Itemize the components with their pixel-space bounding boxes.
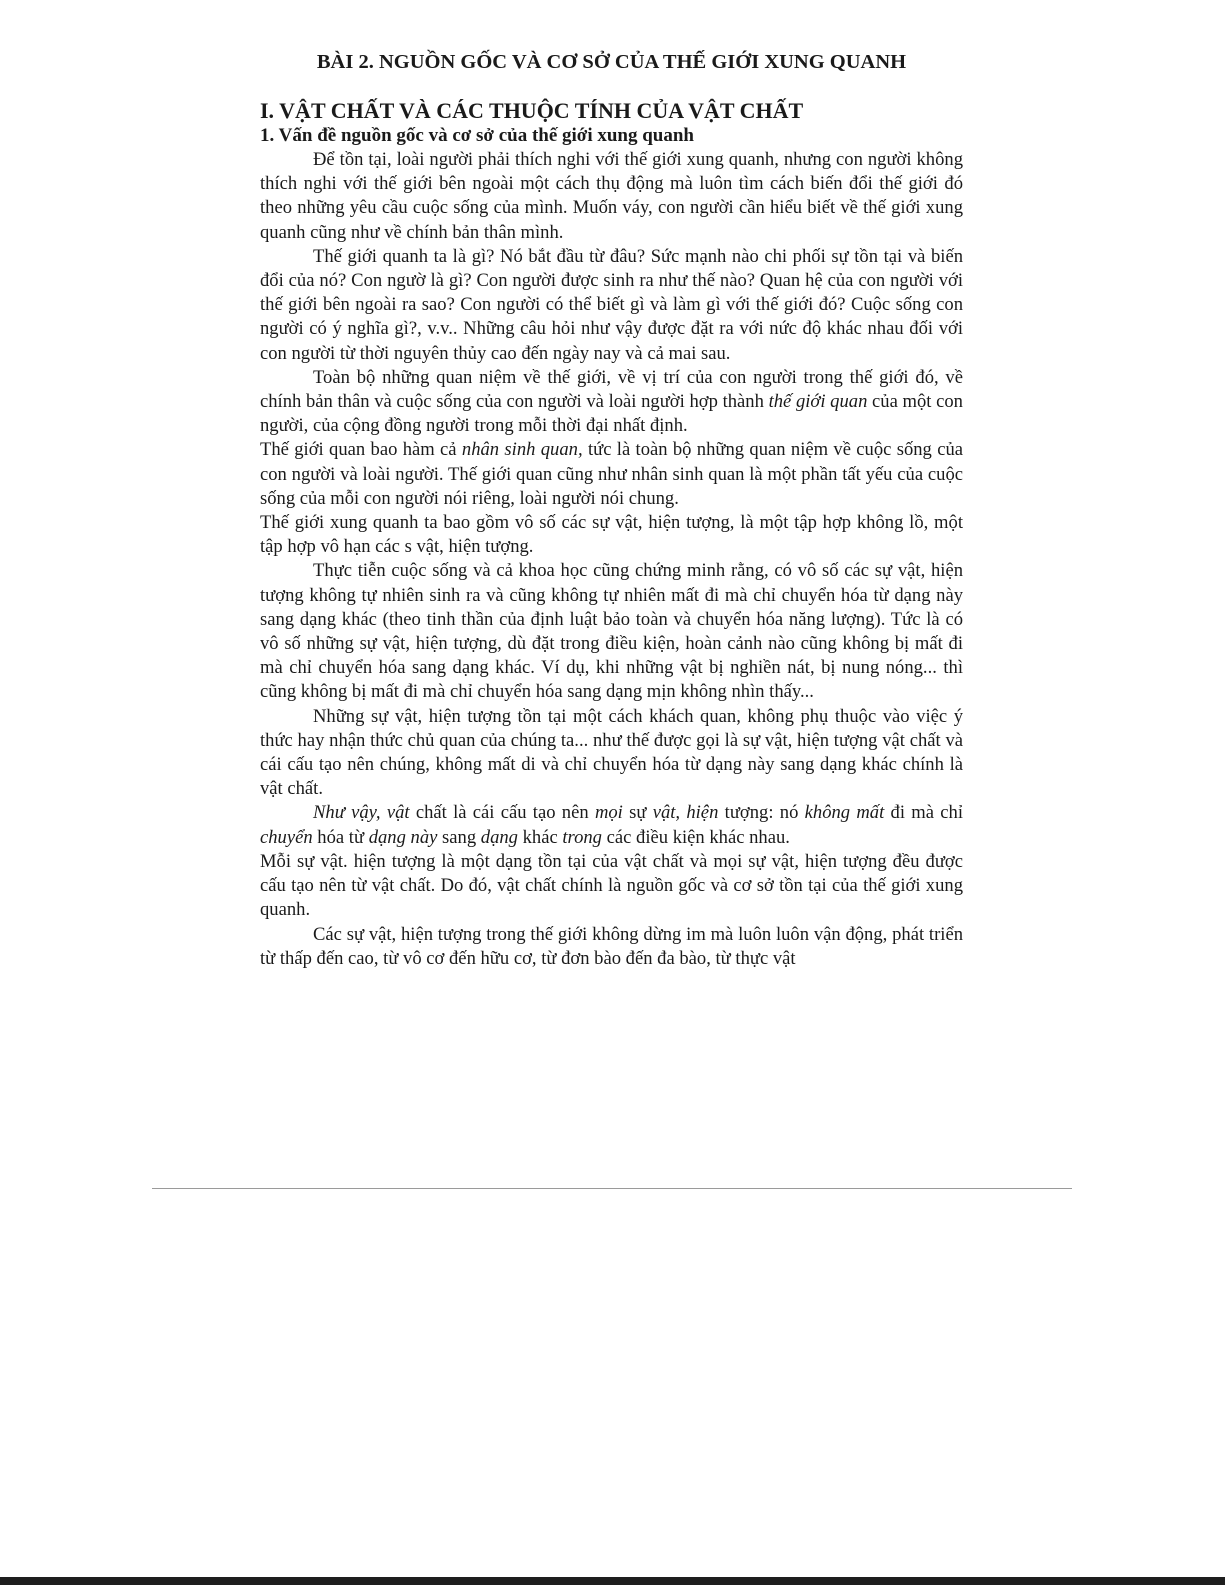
page-divider [152, 1188, 1072, 1189]
paragraph-4-italic: nhân sinh quan, [461, 439, 583, 461]
paragraph-8 [260, 801, 963, 849]
paragraph-4-text-a: Thế giới quan bao hàm cả [260, 439, 462, 461]
paragraph-4 [260, 438, 963, 511]
paragraph-10: Các sự vật, hiện tượng trong thế giới không dừng im mà luôn luôn vận động, phát triển từ thấp đến cao, từ vô cơ đến hữu cơ, từ đơn bào đến đa bào, từ thực vật [260, 923, 963, 969]
p8-italic-3: mọi [594, 802, 623, 824]
section-heading: I. VẬT CHẤT VÀ CÁC THUỘC TÍNH CỦA VẬT CHẤT [260, 98, 804, 123]
paragraph-6: Thực tiễn cuộc sống và cả khoa học cũng chứng minh rằng, có vô số các sự vật, hiện tượng không tự nhiên sinh ra và cũng không tự nhiên mất đi mà chỉ chuyển hóa từ dạng này sang dạng khác (theo tinh thần của định luật bảo toàn và chuyển hóa năng lượng). Tức là có vô số những sự vật, hiện tượng, dù đặt trong điều kiện, hoàn cảnh nào cũng không bị mất đi mà chỉ chuyển hóa sang dạng khác. Ví dụ, khi những vật bị nghiền nát, bị nung nóng... thì cũng không bị mất đi mà chỉ chuyển hóa sang dạng mịn không nhìn thấy... [260, 560, 963, 703]
document-title: BÀI 2. NGUỒN GỐC VÀ CƠ SỞ CỦA THẾ GIỚI XUNG QUANH [316, 51, 907, 73]
p8-text-4: sự [622, 802, 653, 824]
paragraph-5: Thế giới xung quanh ta bao gồm vô số các sự vật, hiện tượng, là một tập hợp không lồ, một tập hợp vô hạn các s vật, hiện tượng. [260, 512, 963, 558]
sub-heading: 1. Vấn đề nguồn gốc và cơ sở của thế giới xung quanh [260, 125, 695, 146]
paragraph-3-text-b: của một con người, của cộng đồng người trong mỗi thời đại nhất định. [260, 391, 963, 437]
p8-italic-7: không mất [804, 802, 885, 824]
document-page [260, 48, 963, 971]
p8-text-6: tượng: nó [718, 802, 805, 824]
paragraph-7: Những sự vật, hiện tượng tồn tại một cách khách quan, không phụ thuộc vào việc ý thức hay nhận thức chủ quan của chúng ta... như thế được gọi là sự vật, hiện tượng vật chất và cái cấu tạo nên chúng, không mất di và chỉ chuyển hóa từ dạng này sang dạng khác chính là vật chất. [260, 705, 963, 800]
paragraph-3-text-a: Toàn bộ những quan niệm về thế giới, về vị trí của con người trong thế giới đó, về chính bản thân và cuộc sống của con người và loài người hợp thành [260, 366, 963, 413]
p8-text-16: các điều kiện khác nhau. [601, 826, 790, 848]
paragraph-3-italic: thế giới quan [768, 391, 868, 413]
paragraph-3 [260, 366, 963, 439]
p8-italic-11: dạng này [368, 826, 438, 848]
p8-italic-1: Như vậy, vật [313, 802, 410, 824]
p8-text-10: hóa từ [312, 826, 369, 848]
p8-italic-9: chuyển [260, 826, 313, 848]
paragraph-2: Thế giới quanh ta là gì? Nó bắt đầu từ đâu? Sức mạnh nào chi phối sự tồn tại và biến đổi của nó? Con ngườ là gì? Con người được sinh ra như thế nào? Quan hệ của con người với thế giới bên ngoài ra sao? Con người có thể biết gì và làm gì với thế giới đó? Cuộc sống con người có ý nghĩa gì?, v.v.. Những câu hỏi như vậy được đặt ra với nức độ khác nhau đối với con người từ thời nguyên thủy cao đến ngày nay và cả mai sau. [260, 245, 963, 364]
p8-text-12: sang [437, 826, 481, 848]
bottom-bar [0, 1577, 1225, 1585]
paragraph-1: Để tồn tại, loài người phải thích nghi với thế giới xung quanh, nhưng con người không thích nghi với thế giới bên ngoài một cách thụ động mà luôn tìm cách biến đổi thế giới đó theo những yêu cầu cuộc sống của mình. Muốn váy, con người cần hiểu biết về thế giới xung quanh cũng như về chính bản thân mình. [260, 149, 963, 243]
p8-italic-13: dạng [480, 826, 518, 848]
paragraph-9: Mỗi sự vật. hiện tượng là một dạng tồn tại của vật chất và mọi sự vật, hiện tượng đều được cấu tạo nên từ vật chất. Do đó, vật chất chính là nguồn gốc và cơ sở tồn tại của thế giới xung quanh. [260, 850, 963, 921]
p8-italic-5: vật, hiện [652, 802, 719, 824]
p8-italic-15: trong [562, 826, 602, 848]
paragraph-4-text-b: tức là toàn bộ những quan niệm về cuộc sống của con người và loài người. Thế giới quan cũng như nhân sinh quan là một phần tất yếu của cuộc sống của mỗi con người nói riêng, loài người nói chung. [260, 439, 963, 509]
p8-text-14: khác [517, 826, 563, 848]
p8-text-2: chất là cái cấu tạo nên [409, 802, 595, 824]
p8-text-8: đi mà chỉ [884, 802, 964, 824]
